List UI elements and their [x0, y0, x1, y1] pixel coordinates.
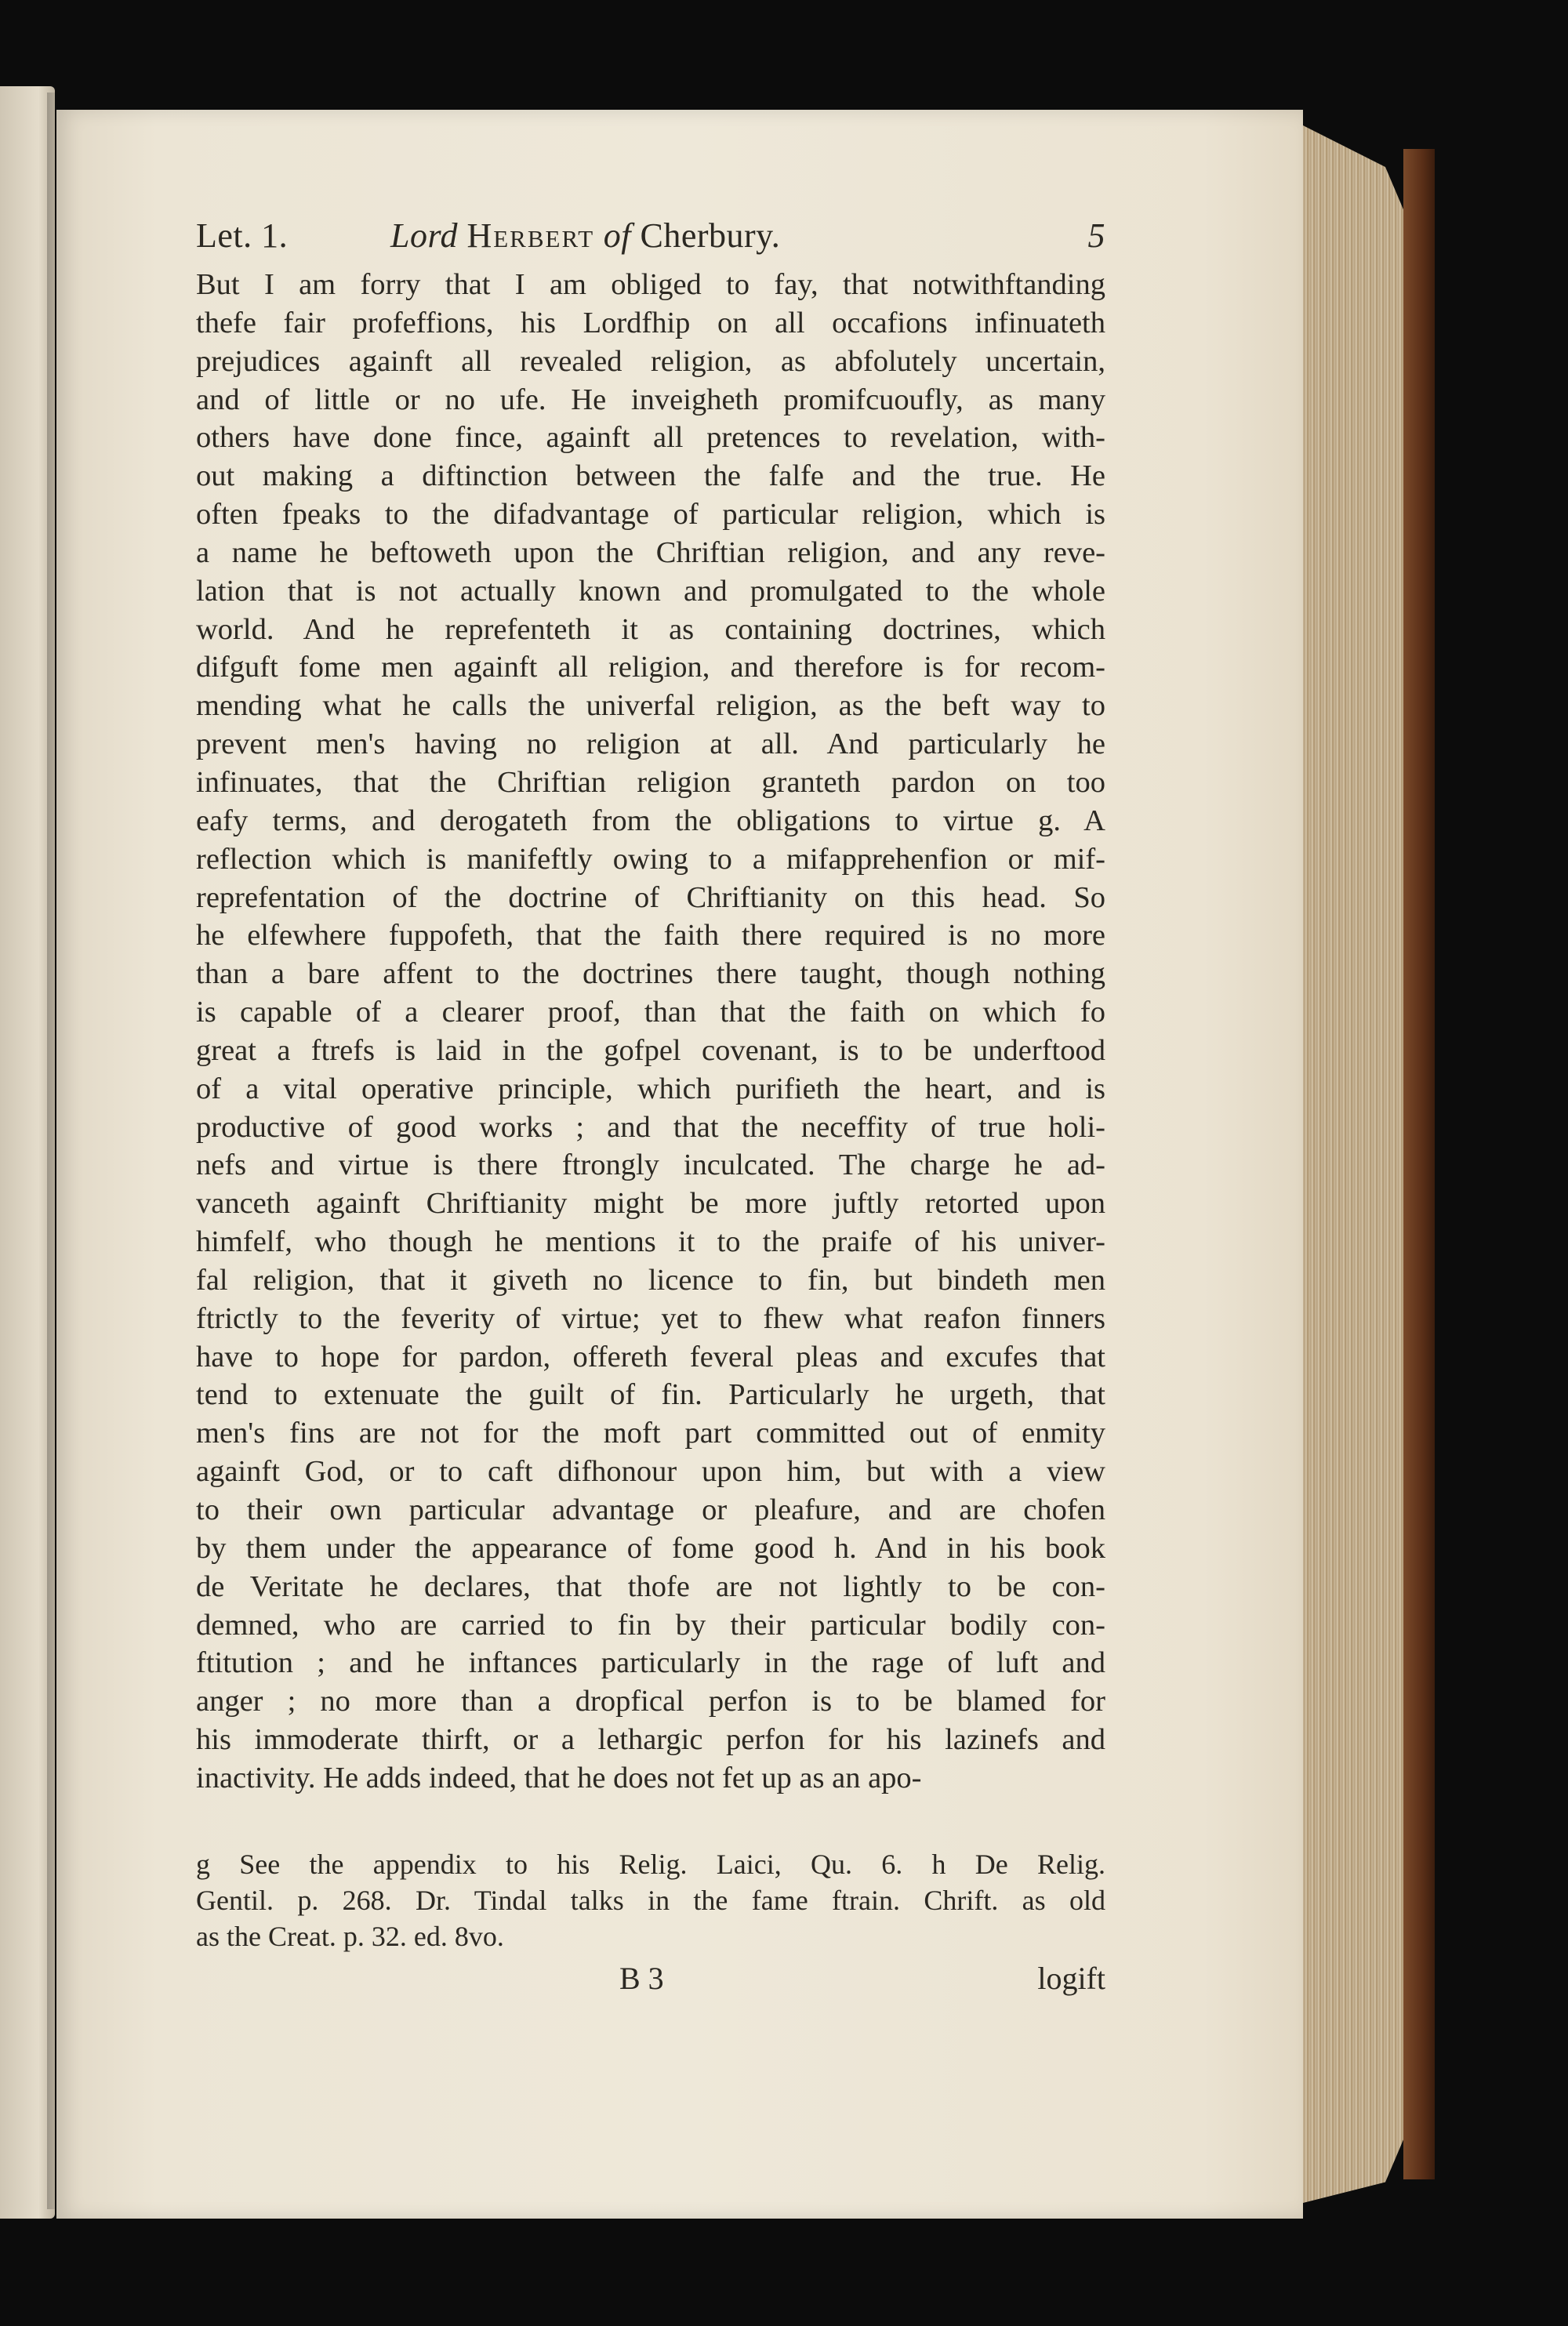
text-line: demned, who are carried to fin by their particular bodily con-: [196, 1608, 1105, 1642]
text-line: productive of good works ; and that the neceffity of true holi-: [196, 1110, 1105, 1144]
footnotes: [196, 1846, 1105, 1954]
text-line: is capable of a clearer proof, than that the faith on which fo: [196, 996, 1105, 1029]
book-cover-edge: [1403, 149, 1435, 2179]
text-line: prevent men's having no religion at all. And particularly he: [196, 728, 1105, 761]
running-title: [390, 216, 780, 256]
text-line: he elfewhere fuppofeth, that the faith there required is no more: [196, 919, 1105, 953]
text-line: prejudices againft all revealed religion, as abfolutely uncertain,: [196, 344, 1105, 378]
text-line: eafy terms, and derogateth from the obligations to virtue g. A: [196, 804, 1105, 837]
text-line: out making a diftinction between the falfe and the true. He: [196, 459, 1105, 493]
footnote-line: Gentil. p. 268. Dr. Tindal talks in the fame ftrain. Chrift. as old: [196, 1885, 1105, 1916]
text-line: others have done fince, againft all pretences to revelation, with-: [196, 421, 1105, 455]
catchword: logift: [1037, 1961, 1105, 1996]
text-line: lation that is not actually known and promulgated to the whole: [196, 574, 1105, 608]
running-title-of: of: [603, 216, 631, 255]
text-line: ftrictly to the feverity of virtue; yet to fhew what reafon finners: [196, 1301, 1105, 1335]
text-line: great a ftrefs is laid in the gofpel covenant, is to be underftood: [196, 1033, 1105, 1067]
text-line: de Veritate he declares, that thofe are not lightly to be con-: [196, 1569, 1105, 1603]
footnote-line: g See the appendix to his Relig. Laici, Qu. 6. h De Relig.: [196, 1849, 1105, 1880]
text-line: ftitution ; and he inftances particularly in the rage of luft and: [196, 1646, 1105, 1680]
text-line: tend to extenuate the guilt of fin. Particularly he urgeth, that: [196, 1378, 1105, 1412]
text-line: vanceth againft Chriftianity might be more juftly retorted upon: [196, 1187, 1105, 1221]
text-line: infinuates, that the Chriftian religion granteth pardon on too: [196, 765, 1105, 799]
text-line: nefs and virtue is there ftrongly inculcated. The charge he ad-: [196, 1148, 1105, 1182]
text-line: inactivity. He adds indeed, that he does not fet up as an apo-: [196, 1761, 922, 1794]
text-line: mending what he calls the univerfal religion, as the beft way to: [196, 689, 1105, 723]
text-line: world. And he reprefenteth it as containing doctrines, which: [196, 612, 1105, 646]
text-line: difguft fome men againft all religion, and therefore is for recom-: [196, 651, 1105, 684]
text-line: himfelf, who though he mentions it to the praife of his univer-: [196, 1225, 1105, 1259]
running-head: [196, 216, 1105, 266]
text-line: anger ; no more than a dropfical perfon is to be blamed for: [196, 1685, 1105, 1718]
text-line: reflection which is manifeftly owing to a mifapprehenfion or mif-: [196, 842, 1105, 876]
text-line: thefe fair profeffions, his Lordfhip on all occafions infinuateth: [196, 306, 1105, 339]
text-line: often fpeaks to the difadvantage of particular religion, which is: [196, 498, 1105, 532]
text-line: by them under the appearance of fome good h. And in his book: [196, 1531, 1105, 1565]
running-title-herbert: Herbert: [466, 216, 595, 255]
letter-number: Let. 1.: [196, 216, 289, 255]
running-title-lord: Lord: [390, 216, 458, 255]
page-number: 5: [1087, 216, 1105, 255]
text-line: fal religion, that it giveth no licence to fin, but bindeth men: [196, 1263, 1105, 1297]
text-line: of a vital operative principle, which purifieth the heart, and is: [196, 1072, 1105, 1105]
page-text-block: [196, 216, 1105, 1798]
body-text: [196, 266, 1105, 1798]
catchline: [196, 1960, 1105, 2004]
text-line: againft God, or to caft difhonour upon him, but with a view: [196, 1455, 1105, 1489]
footnote-line: as the Creat. p. 32. ed. 8vo.: [196, 1921, 504, 1952]
signature-mark: B 3: [619, 1961, 664, 1996]
text-line: But I am forry that I am obliged to fay, that notwithftanding: [196, 268, 1105, 301]
text-line: his immoderate thirft, or a lethargic perfon for his lazinefs and: [196, 1723, 1105, 1757]
text-line: a name he beftoweth upon the Chriftian religion, and any reve-: [196, 535, 1105, 569]
text-line: reprefentation of the doctrine of Chriftianity on this head. So: [196, 880, 1105, 914]
text-line: have to hope for pardon, offereth feveral pleas and excufes that: [196, 1340, 1105, 1373]
text-line: than a bare affent to the doctrines there taught, though nothing: [196, 957, 1105, 991]
text-line: to their own particular advantage or pleafure, and are chofen: [196, 1493, 1105, 1526]
text-line: men's fins are not for the moft part committed out of enmity: [196, 1417, 1105, 1450]
text-line: and of little or no ufe. He inveigheth promifcuoufly, as many: [196, 383, 1105, 416]
running-title-cherbury: Cherbury.: [640, 216, 781, 255]
